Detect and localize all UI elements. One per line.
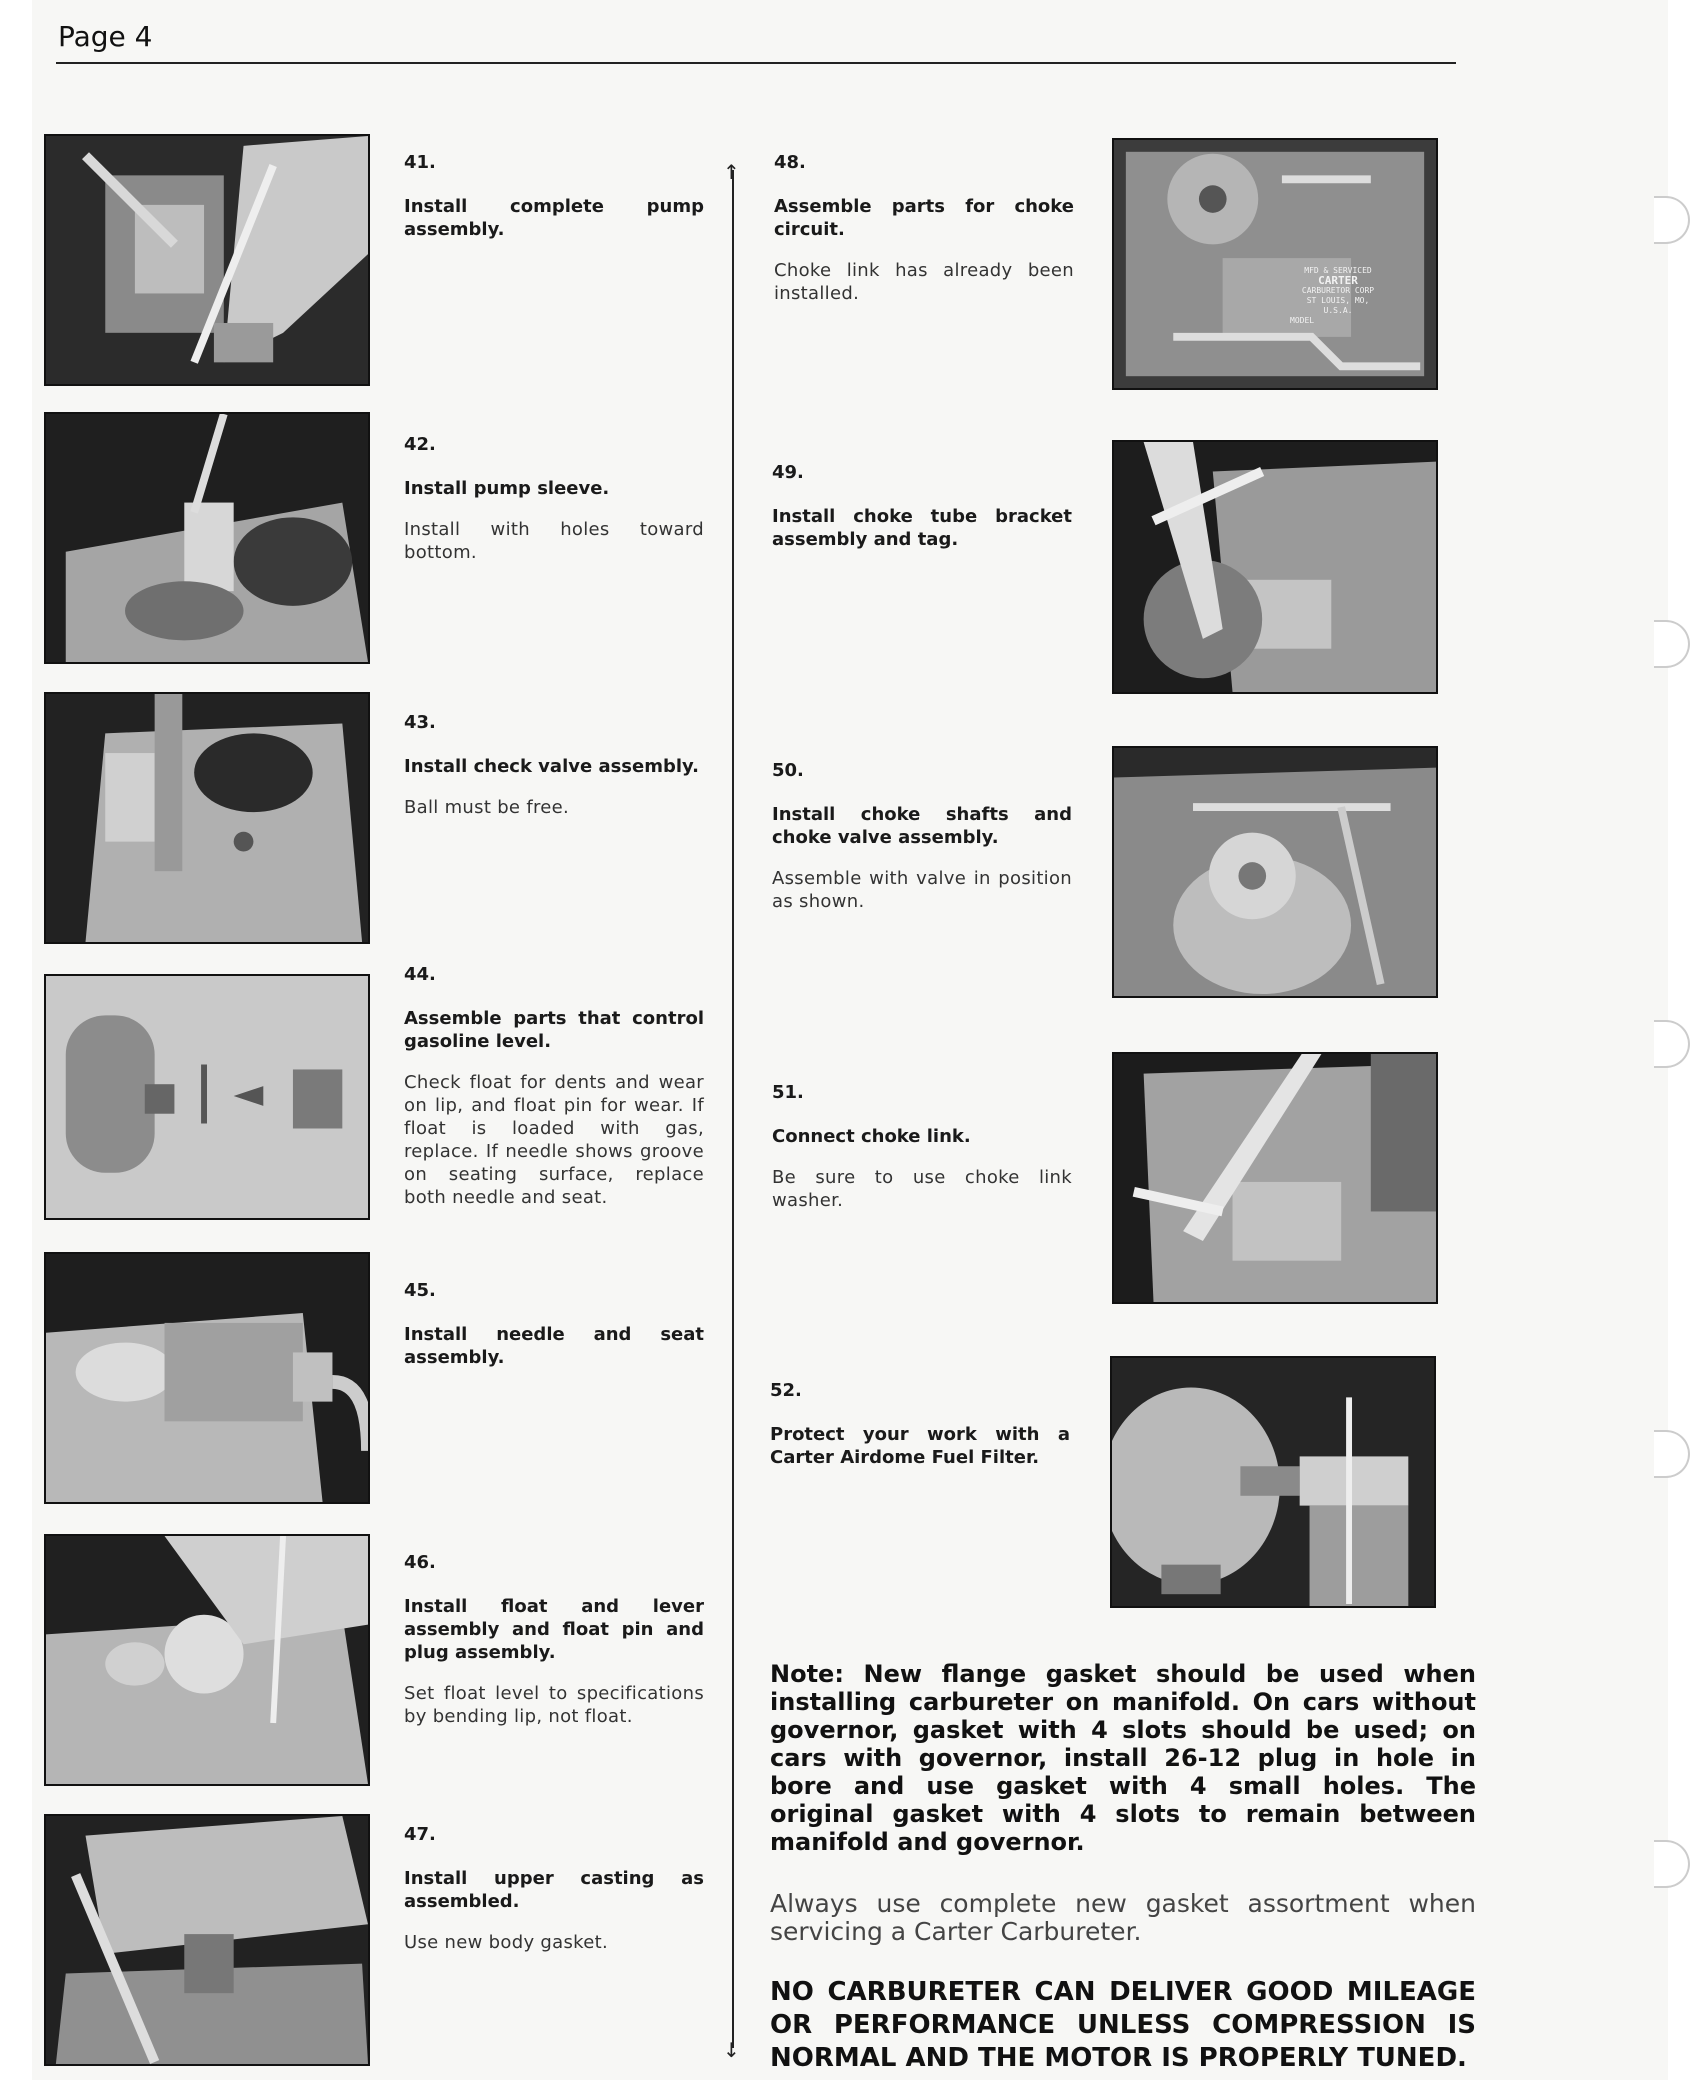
manual-page — [32, 0, 1668, 2080]
photo-step-50 — [1112, 746, 1438, 998]
step-description: Check float for dents and wear on lip, and float pin for wear. If float is loaded with gas, replace. If needle shows groove on seating surface, replace both needle and seat. — [404, 1072, 704, 1208]
binder-hole — [1654, 620, 1690, 668]
step-number: 49. — [772, 462, 804, 483]
step-description: Choke link has already been installed. — [774, 260, 1074, 304]
photo-step-44 — [44, 974, 370, 1220]
photo-step-46 — [44, 1534, 370, 1786]
plate-line-2: CARTER — [1318, 274, 1358, 287]
gasket-note: Note: New flange gasket should be used when installing carbureter on manifold. On cars without governor, gasket with 4 slots should be used; on cars with governor, install 26-12 plug in hole in bore and use gasket with 4 small holes. The original gasket with 4 slots to remain between manifold and governor. — [770, 1660, 1476, 1856]
step-title: Connect choke link. — [772, 1126, 971, 1147]
binder-hole — [1654, 196, 1690, 244]
step-title: Protect your work with a Carter Airdome Fuel Filter. — [770, 1424, 1070, 1468]
step-description: Use new body gasket. — [404, 1932, 608, 1953]
step-title: Install needle and seat assembly. — [404, 1324, 704, 1368]
photo-step-49 — [1112, 440, 1438, 694]
carter-plate — [1290, 266, 1386, 326]
note-block — [770, 1660, 1476, 2075]
step-number: 46. — [404, 1552, 436, 1573]
plate-line-3: CARBURETOR CORP — [1301, 286, 1375, 295]
step-number: 51. — [772, 1082, 804, 1103]
step-title: Install complete pump assembly. — [404, 196, 704, 240]
step-title: Assemble parts that control gasoline level. — [404, 1008, 704, 1052]
step-title: Install pump sleeve. — [404, 478, 610, 499]
step-45 — [404, 1280, 704, 1387]
divider-bottom-arrow-icon: ↓ — [723, 2038, 740, 2062]
step-title: Install choke shafts and choke valve assembly. — [772, 804, 1072, 848]
column-divider — [732, 170, 734, 2048]
step-number: 41. — [404, 152, 436, 173]
gasket-assortment-note: Always use complete new gasket assortment when servicing a Carter Carbureter. — [770, 1889, 1476, 1946]
step-description: Install with holes toward bottom. — [404, 519, 704, 563]
divider-top-arrow-icon: ↑ — [723, 160, 740, 184]
step-50 — [772, 760, 1072, 913]
photo-step-51 — [1112, 1052, 1438, 1304]
step-number: 42. — [404, 434, 436, 455]
step-number: 43. — [404, 712, 436, 733]
step-title: Install float and lever assembly and float pin and plug assembly. — [404, 1596, 704, 1663]
step-title: Install check valve assembly. — [404, 756, 699, 777]
step-number: 47. — [404, 1824, 436, 1845]
step-41 — [404, 152, 704, 259]
step-44 — [404, 964, 704, 1209]
step-number: 45. — [404, 1280, 436, 1301]
step-description: Ball must be free. — [404, 797, 570, 818]
step-52 — [770, 1380, 1070, 1487]
photo-step-42 — [44, 412, 370, 664]
plate-line-5: MODEL — [1290, 316, 1315, 325]
step-number: 48. — [774, 152, 806, 173]
binder-hole — [1654, 1430, 1690, 1478]
step-description: Set float level to specifications by bending lip, not float. — [404, 1683, 704, 1727]
binder-hole — [1654, 1020, 1690, 1068]
top-rule — [56, 62, 1456, 64]
photo-step-52 — [1110, 1356, 1436, 1608]
step-title: Assemble parts for choke circuit. — [774, 196, 1074, 240]
step-description: Assemble with valve in position as shown. — [772, 868, 1072, 912]
plate-line-4: ST LOUIS, MO, U.S.A. — [1306, 296, 1370, 315]
binder-hole — [1654, 1840, 1690, 1888]
plate-line-1: MFD & SERVICED — [1304, 266, 1372, 275]
step-49 — [772, 462, 1072, 569]
step-43 — [404, 712, 704, 819]
step-number: 44. — [404, 964, 436, 985]
step-47 — [404, 1824, 704, 1954]
photo-step-47 — [44, 1814, 370, 2066]
step-description: Be sure to use choke link washer. — [772, 1167, 1072, 1211]
step-48 — [774, 152, 1074, 305]
step-number: 52. — [770, 1380, 802, 1401]
step-46 — [404, 1552, 704, 1728]
step-title: Install choke tube bracket assembly and tag. — [772, 506, 1072, 550]
step-42 — [404, 434, 704, 564]
photo-step-48 — [1112, 138, 1438, 390]
page-label: Page 4 — [58, 20, 153, 53]
step-number: 50. — [772, 760, 804, 781]
photo-step-43 — [44, 692, 370, 944]
photo-step-45 — [44, 1252, 370, 1504]
step-title: Install upper casting as assembled. — [404, 1868, 704, 1912]
photo-step-41 — [44, 134, 370, 386]
step-51 — [772, 1082, 1072, 1212]
tuning-warning: NO CARBURETER CAN DELIVER GOOD MILEAGE OR PERFORMANCE UNLESS COMPRESSION IS NORMAL AND THE MOTOR IS PROPERLY TUNED. — [770, 1977, 1476, 2073]
